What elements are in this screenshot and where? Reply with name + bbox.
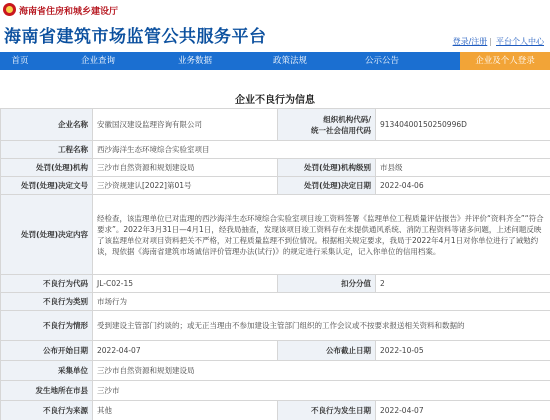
bad-behavior-table [0, 108, 550, 420]
decision-content-value: 经检查，该监理单位已对监理的西沙海洋生态环境综合实验室项目竣工资料签署《监理单位工程质量评估报告》并评价“资料齐全”“符合要求”。2022年3月31日—4月1日，经我局抽查，发现该项目竣工资料存在未提供通风系统、消防工程资料等诸多问题，上述问题反映了该监理单位对项目资料把关不严格，对工程质量监理不到位情况。根据相关规定要求，我局于2022年4月1日对你单位进行了诫勉约谈，现依据《海南省建筑市场诚信评价管理办法(试行)》的规定进行采集认定，记入你单位的信用档案。 [93, 195, 550, 275]
source-label: 不良行为来源 [1, 401, 93, 420]
deduction-label: 扣分分值 [278, 275, 376, 293]
place-value: 三沙市 [93, 381, 550, 401]
site-title: 海南省建筑市场监管公共服务平台 [4, 27, 267, 47]
main-nav [0, 52, 550, 70]
decision-date-label: 处罚(处理)决定日期 [278, 177, 376, 195]
page-title: 企业不良行为信息 [235, 95, 315, 106]
pub-start-label: 公布开始日期 [1, 341, 93, 361]
situation-label: 不良行为情形 [1, 311, 93, 341]
table-row [1, 381, 550, 401]
behavior-code-label: 不良行为代码 [1, 275, 93, 293]
table-row [1, 311, 550, 341]
login-register-link[interactable]: 登录/注册 [452, 37, 488, 46]
collector-label: 采集单位 [1, 361, 93, 381]
table-row [1, 341, 550, 361]
category-value: 市场行为 [93, 293, 550, 311]
table-row [1, 177, 550, 195]
account-links [449, 36, 544, 47]
behavior-code-value: JL-C02-15 [93, 275, 278, 293]
occur-date-label: 不良行为发生日期 [278, 401, 376, 420]
project-value: 西沙海洋生态环境综合实验室项目 [93, 141, 550, 159]
login-button[interactable]: 企业及个人登录 [460, 52, 550, 70]
org-code-label-line2: 统一社会信用代码 [311, 125, 371, 135]
table-row [1, 401, 550, 420]
table-row [1, 109, 550, 141]
pub-end-label: 公布截止日期 [278, 341, 376, 361]
org-code-label [278, 109, 376, 141]
decision-no-label: 处罚(处理)决定文号 [1, 177, 93, 195]
category-label: 不良行为类别 [1, 293, 93, 311]
place-label: 发生地所在市县 [1, 381, 93, 401]
company-label: 企业名称 [1, 109, 93, 141]
table-row [1, 159, 550, 177]
source-value: 其他 [93, 401, 278, 420]
nav-item-home[interactable]: 首页 [11, 56, 29, 66]
nav-item-company-query[interactable]: 企业查询 [80, 56, 115, 66]
authority-level-value: 市县级 [376, 159, 550, 177]
org-code-label-line1: 组织机构代码/ [323, 114, 371, 124]
situation-value: 受到建设主管部门约谈的；或无正当理由不参加建设主管部门组织的工作会议或不按要求报送相关资料和数据的 [93, 311, 550, 341]
top-bar [0, 0, 550, 20]
authority-label: 处罚(处理)机构 [1, 159, 93, 177]
org-code-value: 91340400150250996D [376, 109, 550, 141]
table-row [1, 195, 550, 275]
project-label: 工程名称 [1, 141, 93, 159]
table-row [1, 275, 550, 293]
decision-date-value: 2022-04-06 [376, 177, 550, 195]
nav-item-business-data[interactable]: 业务数据 [177, 56, 212, 66]
company-value: 安徽国汉建设监理咨询有限公司 [93, 109, 278, 141]
table-row [1, 293, 550, 311]
authority-level-label: 处罚(处理)机构级别 [278, 159, 376, 177]
department-name: 海南省住房和城乡建设厅 [19, 7, 119, 17]
collector-value: 三沙市自然资源和规划建设局 [93, 361, 550, 381]
decision-no-value: 三沙资规建认[2022]第01号 [93, 177, 278, 195]
pub-start-value: 2022-04-07 [93, 341, 278, 361]
nav-item-notices[interactable]: 公示公告 [364, 56, 399, 66]
nav-item-policy[interactable]: 政策法规 [272, 56, 307, 66]
occur-date-value: 2022-04-07 [376, 401, 550, 420]
deduction-value: 2 [376, 275, 550, 293]
table-row [1, 141, 550, 159]
decision-content-label: 处罚(处理)决定内容 [1, 195, 93, 275]
authority-value: 三沙市自然资源和规划建设局 [93, 159, 278, 177]
pub-end-value: 2022-10-05 [376, 341, 550, 361]
emblem-icon [3, 3, 16, 16]
personal-center-link[interactable]: 平台个人中心 [496, 37, 544, 46]
table-row [1, 361, 550, 381]
link-separator: | [489, 37, 492, 46]
